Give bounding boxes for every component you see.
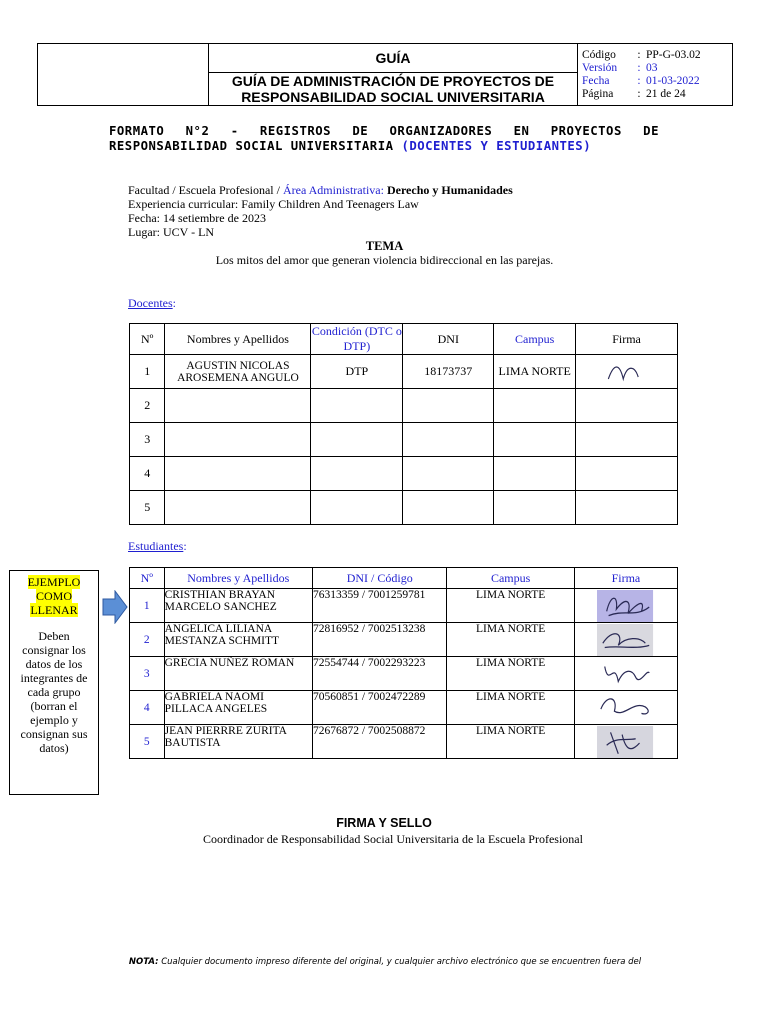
tema-label: TEMA xyxy=(365,239,404,253)
docentes-header-cell: DNI xyxy=(403,324,494,355)
signature-image xyxy=(597,624,655,656)
signature-image xyxy=(597,590,655,622)
estudiantes-nombre-cell: CRISTHIAN BRAYAN MARCELO SANCHEZ xyxy=(164,589,312,623)
meta-key: Código xyxy=(582,48,616,61)
docentes-dni-cell xyxy=(403,423,494,457)
logo-area xyxy=(38,44,209,106)
header-subtitle: GUÍA DE ADMINISTRACIÓN DE PROYECTOS DE RESPONSABILIDAD SOCIAL UNIVERSITARIA xyxy=(209,73,578,106)
docentes-header-cell: Nombres y Apellidos xyxy=(165,324,311,355)
header-title: GUÍA xyxy=(209,44,578,73)
experiencia-line: Experiencia curricular: Family Children And Teenagers Law xyxy=(128,197,419,211)
meta-row: Página : 21 de 24 xyxy=(582,87,686,100)
docentes-header-cell: Firma xyxy=(576,324,678,355)
estudiantes-nombre-cell: JEAN PIERRRE ZURITA BAUTISTA xyxy=(164,725,312,759)
ejemplo-title: EJEMPLO COMO LLENAR xyxy=(27,575,81,617)
docentes-label: Docentes: xyxy=(128,296,176,310)
info-block xyxy=(128,183,513,239)
estudiantes-dni-cell: 72554744 / 7002293223 xyxy=(312,657,447,691)
estudiantes-campus-cell: LIMA NORTE xyxy=(447,691,574,725)
estudiantes-firma-cell xyxy=(574,691,677,725)
meta-value: 21 de 24 xyxy=(646,87,686,100)
estudiantes-n-cell: 5 xyxy=(130,725,165,759)
docentes-header-cell: Condición (DTC o DTP) xyxy=(311,324,402,353)
docentes-header-cell: Nº xyxy=(130,324,165,355)
estudiantes-n-cell: 2 xyxy=(130,623,165,657)
meta-row: Fecha : 01-03-2022 xyxy=(582,74,700,87)
signature-image xyxy=(599,357,655,387)
table-row xyxy=(130,355,678,389)
docentes-condicion-cell: DTP xyxy=(311,355,403,389)
table-row xyxy=(130,691,678,725)
signature-image xyxy=(597,726,655,758)
estudiantes-nombre-cell: ANGELICA LILIANA MESTANZA SCHMITT xyxy=(164,623,312,657)
table-row xyxy=(130,657,678,691)
formato-title-text: FORMATO N°2 - REGISTROS DE ORGANIZADORES EN PROYECTOS DE RESPONSABILIDAD SOCIAL UNIVERSITARIA xyxy=(109,124,659,153)
table-row xyxy=(130,423,678,457)
ejemplo-box xyxy=(9,570,99,795)
header-meta xyxy=(578,44,733,106)
estudiantes-campus-cell: LIMA NORTE xyxy=(447,725,574,759)
fecha-line: Fecha: 14 setiembre de 2023 xyxy=(128,211,266,225)
docentes-campus-cell xyxy=(494,457,576,491)
table-row xyxy=(130,589,678,623)
table-row xyxy=(130,623,678,657)
docentes-campus-cell xyxy=(494,389,576,423)
estudiantes-dni-cell: 72676872 / 7002508872 xyxy=(312,725,447,759)
document-header xyxy=(37,43,733,106)
docentes-n-cell: 4 xyxy=(130,457,165,491)
signature-image xyxy=(597,658,655,690)
estudiantes-n-cell: 3 xyxy=(130,657,165,691)
docentes-n-cell: 3 xyxy=(130,423,165,457)
estudiantes-dni-cell: 70560851 / 7002472289 xyxy=(312,691,447,725)
estudiantes-header-cell: Nº xyxy=(130,568,165,589)
docentes-nombre-cell xyxy=(165,389,311,423)
docentes-table xyxy=(129,323,678,525)
docentes-dni-cell xyxy=(403,457,494,491)
meta-key: Página xyxy=(582,87,614,100)
docentes-nombre-cell xyxy=(165,423,311,457)
docentes-dni-cell xyxy=(403,491,494,525)
table-row xyxy=(130,457,678,491)
estudiantes-header-cell: Firma xyxy=(574,568,677,589)
docentes-nombre-cell: AGUSTIN NICOLAS AROSEMENA ANGULO xyxy=(165,355,311,389)
meta-row: Versión : 03 xyxy=(582,61,658,74)
estudiantes-header-cell: DNI / Código xyxy=(312,568,447,589)
estudiantes-n-cell: 1 xyxy=(130,589,165,623)
meta-value: PP-G-03.02 xyxy=(646,48,701,61)
nota-footer: NOTA: Cualquier documento impreso diferente del original, y cualquier archivo electrónico que se encuentren fuera del xyxy=(128,957,642,967)
table-row xyxy=(130,725,678,759)
lugar-line: Lugar: UCV - LN xyxy=(128,225,215,239)
meta-value: 03 xyxy=(646,61,658,74)
estudiantes-campus-cell: LIMA NORTE xyxy=(447,657,574,691)
docentes-condicion-cell xyxy=(311,491,403,525)
estudiantes-campus-cell: LIMA NORTE xyxy=(447,589,574,623)
meta-value: 01-03-2022 xyxy=(646,74,700,87)
formato-title xyxy=(109,124,659,154)
estudiantes-firma-cell xyxy=(574,623,677,657)
meta-row: Código : PP-G-03.02 xyxy=(582,48,701,61)
docentes-header-cell: Campus xyxy=(494,324,576,355)
estudiantes-dni-cell: 76313359 / 7001259781 xyxy=(312,589,447,623)
estudiantes-table xyxy=(129,567,678,759)
meta-key: Versión xyxy=(582,61,618,74)
estudiantes-nombre-cell: GABRIELA NAOMI PILLACA ANGELES xyxy=(164,691,312,725)
docentes-dni-cell: 18173737 xyxy=(403,355,494,389)
coordinador-text: Coordinador de Responsabilidad Social Universitaria de la Escuela Profesional xyxy=(203,832,583,846)
docentes-campus-cell xyxy=(494,491,576,525)
docentes-nombre-cell xyxy=(165,457,311,491)
docentes-n-cell: 5 xyxy=(130,491,165,525)
docentes-firma-cell xyxy=(576,457,678,491)
docentes-campus-cell: LIMA NORTE xyxy=(494,355,576,389)
estudiantes-dni-cell: 72816952 / 7002513238 xyxy=(312,623,447,657)
tema-text: Los mitos del amor que generan violencia bidireccional en las parejas. xyxy=(215,253,554,267)
estudiantes-header-cell: Campus xyxy=(447,568,574,589)
docentes-firma-cell xyxy=(576,491,678,525)
signature-image xyxy=(597,692,655,724)
arrow-right-icon xyxy=(102,590,128,624)
docentes-n-cell: 1 xyxy=(130,355,165,389)
ejemplo-text: Deben consignar los datos de los integrantes de cada grupo (borran el ejemplo y consignan sus datos) xyxy=(20,629,88,755)
estudiantes-n-cell: 4 xyxy=(130,691,165,725)
table-row xyxy=(130,491,678,525)
estudiantes-firma-cell xyxy=(574,725,677,759)
facultad-line: Facultad / Escuela Profesional / Área Administrativa: Derecho y Humanidades xyxy=(128,183,513,197)
docentes-nombre-cell xyxy=(165,491,311,525)
meta-key: Fecha xyxy=(582,74,610,87)
estudiantes-label: Estudiantes: xyxy=(128,539,187,553)
firma-sello-title: FIRMA Y SELLO xyxy=(336,816,432,830)
docentes-condicion-cell xyxy=(311,457,403,491)
table-row xyxy=(130,389,678,423)
docentes-firma-cell xyxy=(576,389,678,423)
docentes-firma-cell xyxy=(576,355,678,389)
docentes-condicion-cell xyxy=(311,423,403,457)
docentes-firma-cell xyxy=(576,423,678,457)
docentes-condicion-cell xyxy=(311,389,403,423)
estudiantes-campus-cell: LIMA NORTE xyxy=(447,623,574,657)
docentes-n-cell: 2 xyxy=(130,389,165,423)
docentes-campus-cell xyxy=(494,423,576,457)
estudiantes-firma-cell xyxy=(574,657,677,691)
estudiantes-header-cell: Nombres y Apellidos xyxy=(164,568,312,589)
estudiantes-nombre-cell: GRECIA NUÑEZ ROMAN xyxy=(164,657,312,691)
formato-title-highlight: (DOCENTES Y ESTUDIANTES) xyxy=(401,139,592,153)
docentes-dni-cell xyxy=(403,389,494,423)
estudiantes-firma-cell xyxy=(574,589,677,623)
